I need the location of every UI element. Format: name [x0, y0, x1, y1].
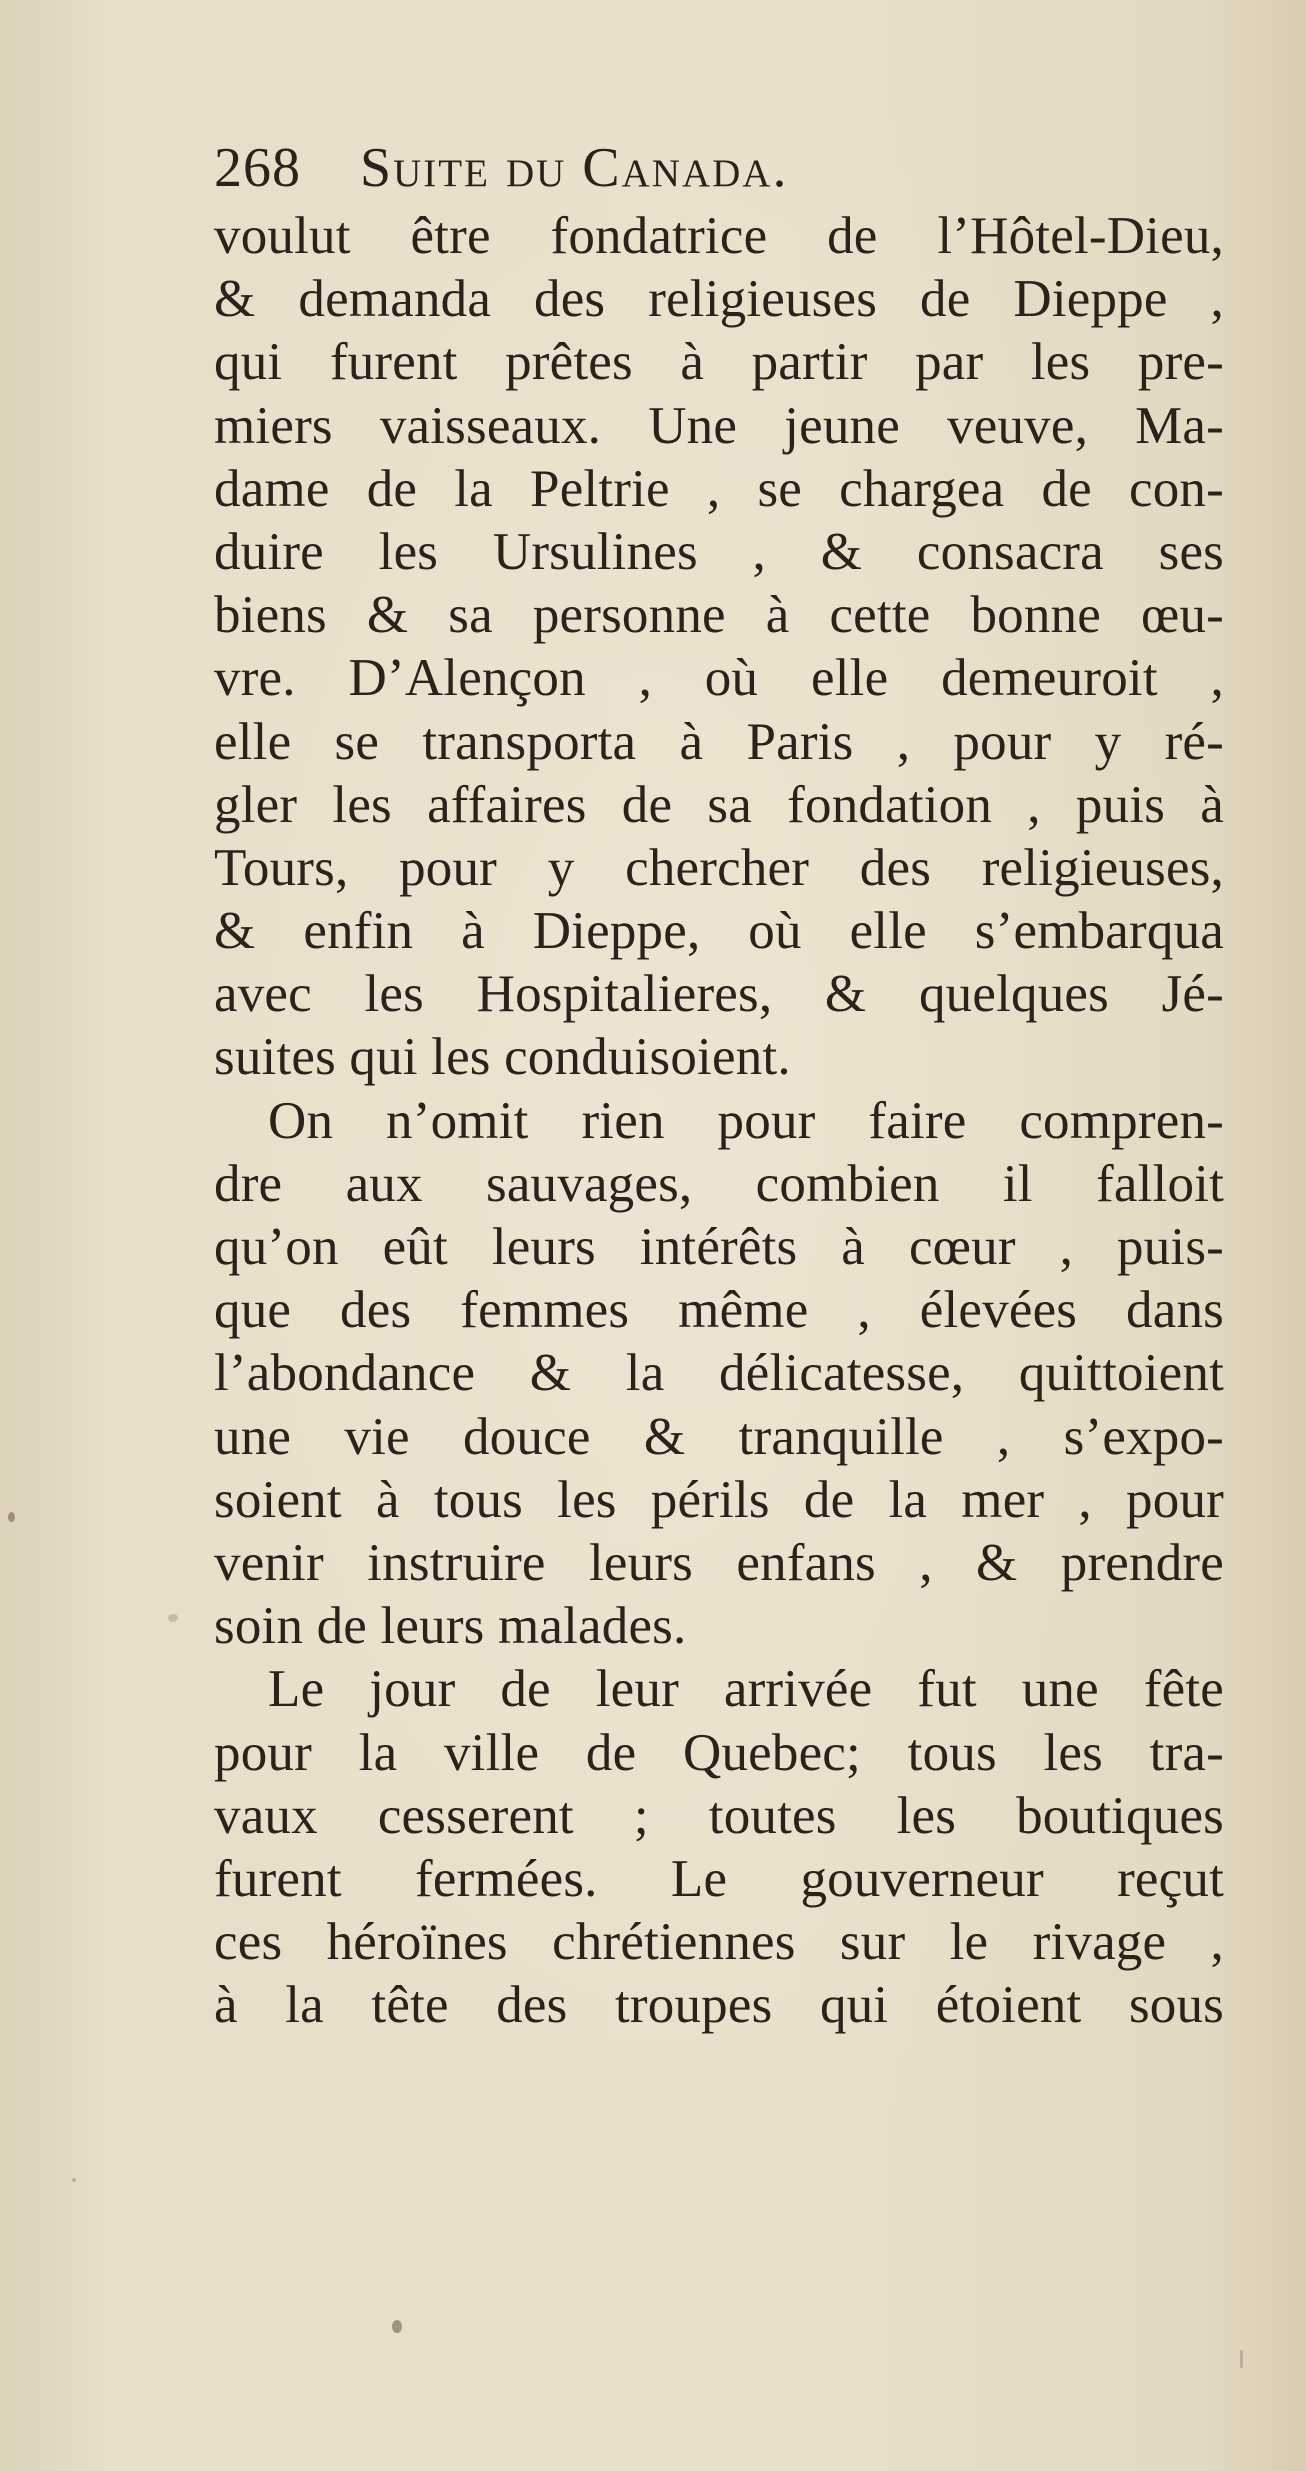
text-line: biens & sa personne à cette bonne œu-: [214, 586, 1224, 645]
paper-speck: [72, 2178, 76, 2182]
text-line: & demanda des religieuses de Dieppe ,: [214, 270, 1224, 329]
paper-speck: [1240, 2350, 1243, 2368]
text-line: miers vaisseaux. Une jeune veuve, Ma-: [214, 396, 1224, 455]
text-line: gler les affaires de sa fondation , puis à: [214, 775, 1224, 834]
text-line: que des femmes même , élevées dans: [214, 1281, 1224, 1340]
body-text: [214, 205, 1224, 2037]
text-line: ces héroïnes chrétiennes sur le rivage ,: [214, 1913, 1224, 1972]
paper-speck: [168, 1614, 178, 1622]
paper-speck: [392, 2320, 402, 2333]
text-line: elle se transporta à Paris , pour y ré-: [214, 712, 1224, 771]
text-line: On n’omit rien pour faire compren-: [268, 1091, 1224, 1150]
text-line: voulut être fondatrice de l’Hôtel-Dieu,: [214, 207, 1224, 265]
page-number: 268: [214, 137, 301, 199]
text-line: dame de la Peltrie , se chargea de con-: [214, 459, 1224, 518]
text-line: avec les Hospitalieres, & quelques Jé-: [214, 965, 1224, 1024]
text-line: qui furent prêtes à partir par les pre-: [214, 333, 1224, 392]
running-head: Suite du Canada.: [360, 137, 789, 199]
text-line: venir instruire leurs enfans , & prendre: [214, 1533, 1224, 1592]
paper-speck: [8, 1512, 15, 1522]
text-line: une vie douce & tranquille , s’expo-: [214, 1407, 1224, 1466]
text-line: qu’on eût leurs intérêts à cœur , puis-: [214, 1218, 1224, 1276]
text-line: Le jour de leur arrivée fut une fête: [268, 1660, 1224, 1719]
text-line: vre. D’Alençon , où elle demeuroit ,: [214, 649, 1224, 708]
text-line: duire les Ursulines , & consacra ses: [214, 522, 1224, 581]
text-line: suites qui les conduisoient.: [214, 1028, 791, 1087]
text-line: pour la ville de Quebec; tous les tra-: [214, 1723, 1224, 1782]
text-line: à la tête des troupes qui étoient sous: [214, 1976, 1224, 2035]
page-header: [214, 128, 1014, 208]
text-line: soient à tous les périls de la mer , pour: [214, 1470, 1224, 1529]
text-line: l’abondance & la délicatesse, quittoient: [214, 1344, 1224, 1403]
text-line: dre aux sauvages, combien il falloit: [214, 1154, 1224, 1213]
text-line: soin de leurs malades.: [214, 1597, 687, 1656]
text-line: vaux cesserent ; toutes les boutiques: [214, 1786, 1224, 1845]
text-line: Tours, pour y chercher des religieuses,: [214, 838, 1224, 897]
text-line: & enfin à Dieppe, où elle s’embarqua: [214, 902, 1224, 961]
text-line: furent fermées. Le gouverneur reçut: [214, 1849, 1224, 1908]
